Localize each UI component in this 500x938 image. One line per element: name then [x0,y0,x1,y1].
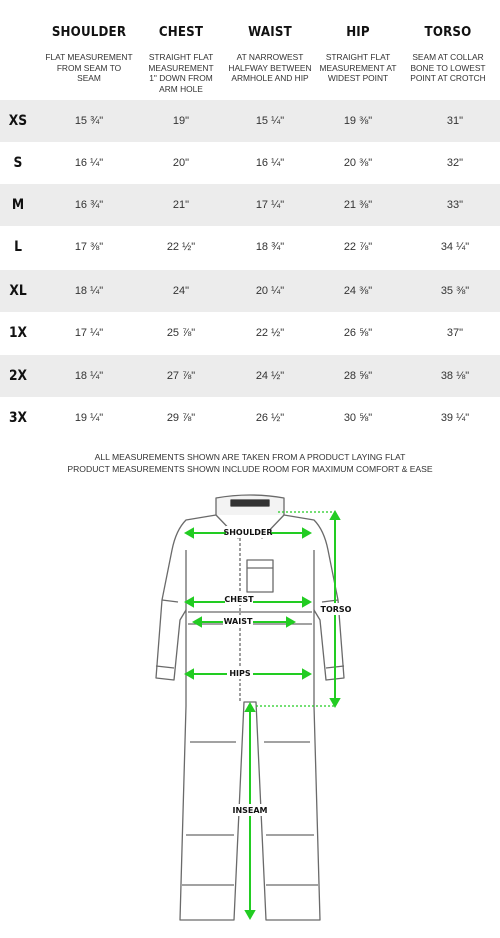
torso-value: 37" [446,327,464,339]
column-title: CHEST [158,24,204,40]
table-row-1x [0,312,500,354]
chest-value: 29 ⅞" [166,412,196,424]
column-header-torso [395,0,500,100]
torso-value: 35 ⅜" [440,285,470,297]
table-row-s [0,142,500,184]
waist-value: 15 ¼" [255,115,285,127]
column-title: TORSO [424,24,472,40]
hip-value: 19 ⅜" [343,115,373,127]
size-label: 2X [8,368,28,384]
size-label: L [14,239,22,255]
shoulder-value: 16 ¾" [74,199,104,211]
waist-value: 20 ¼" [255,285,285,297]
shoulder-label: SHOULDER [223,528,273,537]
note-line: ALL MEASUREMENTS SHOWN ARE TAKEN FROM A PRODUCT LAYING FLAT [94,452,406,462]
column-title: WAIST [248,24,292,40]
torso-label: TORSO [320,605,352,614]
column-description: FLAT MEASUREMENT FROM SEAM TO SEAM [45,52,133,83]
chest-value: 19" [172,115,190,127]
hip-value: 30 ⅝" [343,412,373,424]
hips-label: HIPS [229,669,251,678]
table-row-l [0,226,500,268]
shoulder-value: 17 ⅜" [74,241,104,253]
torso-value: 39 ¼" [440,412,470,424]
size-label: 1X [8,325,28,341]
shoulder-value: 18 ¼" [74,370,104,382]
column-description: AT NARROWEST HALFWAY BETWEEN ARMHOLE AND HIP [228,52,312,83]
size-label: XS [8,113,28,129]
waist-label: WAIST [223,617,253,626]
size-chart-header [0,0,500,100]
chest-value: 21" [172,199,190,211]
size-label: S [13,155,23,171]
shoulder-value: 16 ¼" [74,157,104,169]
shoulder-value: 15 ¾" [74,115,104,127]
table-row-3x [0,397,500,439]
chest-value: 27 ⅞" [166,370,196,382]
note-line: PRODUCT MEASUREMENTS SHOWN INCLUDE ROOM FOR MAXIMUM COMFORT & EASE [67,463,433,474]
shoulder-value: 19 ¼" [74,412,104,424]
hip-value: 26 ⅝" [343,327,373,339]
table-row-2x [0,355,500,397]
chest-value: 22 ½" [166,241,196,253]
hip-value: 24 ⅜" [343,285,373,297]
measurement-labels [223,526,352,816]
column-header-shoulder [36,0,142,100]
column-description: STRAIGHT FLAT MEASUREMENT 1" DOWN FROM ARM HOLE [148,52,214,94]
size-label: M [11,197,25,213]
torso-value: 33" [446,199,464,211]
torso-value: 34 ¼" [440,241,470,253]
column-description: STRAIGHT FLAT MEASUREMENT AT WIDEST POINT [319,52,397,83]
measurement-notes [0,452,500,475]
coverall-measurement-diagram [0,490,500,938]
table-row-xs [0,100,500,142]
table-row-xl [0,270,500,312]
waist-value: 18 ¾" [255,241,285,253]
torso-value: 38 ⅛" [440,370,470,382]
chest-value: 20" [172,157,190,169]
waist-value: 17 ¼" [255,199,285,211]
waist-value: 16 ¼" [255,157,285,169]
column-title: SHOULDER [51,24,127,40]
size-label: XL [9,283,27,299]
hip-value: 20 ⅜" [343,157,373,169]
size-label: 3X [8,410,28,426]
torso-value: 31" [446,115,464,127]
chest-value: 24" [172,285,190,297]
torso-value: 32" [446,157,464,169]
inseam-label: INSEAM [232,806,268,815]
waist-value: 22 ½" [255,327,285,339]
shoulder-value: 18 ¼" [74,285,104,297]
hip-value: 21 ⅜" [343,199,373,211]
column-title: HIP [346,24,370,40]
waist-value: 24 ½" [255,370,285,382]
shoulder-value: 17 ¼" [74,327,104,339]
hip-value: 28 ⅝" [343,370,373,382]
chest-value: 25 ⅞" [166,327,196,339]
hip-value: 22 ⅞" [343,241,373,253]
waist-value: 26 ½" [255,412,285,424]
column-description: SEAM AT COLLAR BONE TO LOWEST POINT AT CROTCH [410,52,486,83]
chest-label: CHEST [224,595,254,604]
table-row-m [0,184,500,226]
